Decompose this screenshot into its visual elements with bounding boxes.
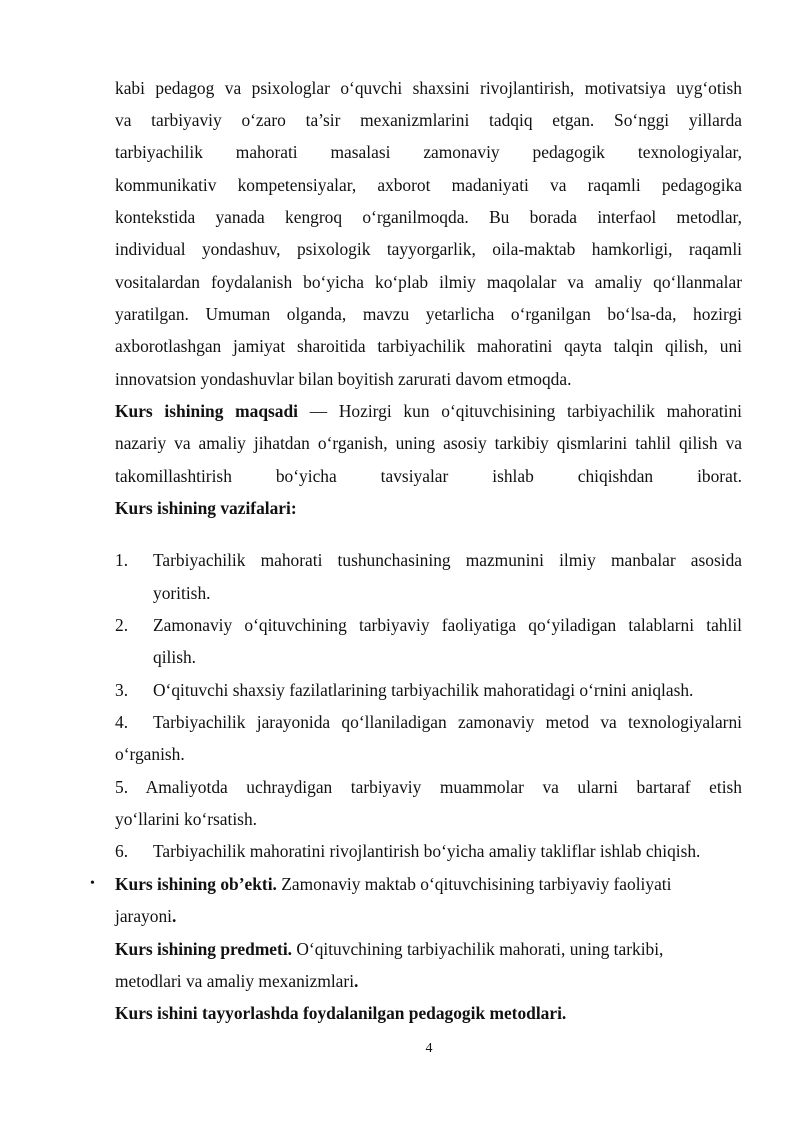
tasks-heading-text: Kurs ishining vazifalari: (115, 498, 297, 518)
paragraph-line: kommunikativ kompetensiyalar, axborot madaniyati va raqamli pedagogika (115, 175, 742, 195)
object-text: Zamonaviy maktab o‘qituvchisining tarbiyaviy faoliyati (276, 874, 672, 894)
task-number: 1. (115, 550, 129, 570)
goal-label: Kurs ishining maqsadi (115, 401, 298, 421)
task-number: 4. (115, 712, 129, 732)
task-text: O‘qituvchi shaxsiy fazilatlarining tarbiyachilik mahoratidagi o‘rnini aniqlash. (153, 680, 694, 700)
methods-heading-text: Kurs ishini tayyorlashda foydalanilgan pedagogik metodlari. (115, 1003, 567, 1023)
paragraph-line: va tarbiyaviy o‘zaro ta’sir mexanizmlarini tadqiq etgan. So‘nggi yillarda (115, 110, 742, 130)
subject-line (115, 965, 358, 997)
methods-heading (115, 997, 566, 1029)
paragraph-line: vositalardan foydalanish bo‘yicha ko‘plab ilmiy maqolalar va amaliy qo‘llanmalar (115, 272, 742, 292)
subject-label: Kurs ishining predmeti. (115, 939, 292, 959)
subject-line (115, 933, 663, 965)
task-text: Tarbiyachilik mahoratini rivojlantirish bo‘yicha amaliy takliflar ishlab chiqish. (153, 841, 701, 861)
paragraph-line: innovatsion yondashuvlar bilan boyitish zarurati davom etmoqda. (115, 369, 572, 389)
task-text: qilish. (153, 647, 197, 667)
object-label: Kurs ishining ob’ekti. (115, 874, 277, 894)
subject-text: O‘qituvchining tarbiyachilik mahorati, uning tarkibi, (292, 939, 664, 959)
tasks-heading (115, 492, 297, 524)
task-text: o‘rganish. (115, 744, 185, 764)
object-text-end: jarayoni (115, 906, 172, 926)
bullet-icon: • (90, 876, 95, 891)
paragraph-line: axborotlashgan jamiyat sharoitida tarbiyachilik mahoratini qayta talqin qilish, uni (115, 336, 742, 356)
task-text: 5. Amaliyotda uchraydigan tarbiyaviy muammolar va ularni bartaraf etish (115, 777, 742, 797)
goal-line: takomillashtirish bo‘yicha tavsiyalar ishlab chiqishdan iborat. (115, 466, 742, 486)
task-text: Tarbiyachilik jarayonida qo‘llaniladigan zamonaviy metod va texnologiyalarni (153, 712, 742, 732)
paragraph-line: kabi pedagog va psixologlar o‘quvchi shaxsini rivojlantirish, motivatsiya uyg‘otish (115, 78, 742, 98)
page-number: 4 (425, 1041, 433, 1056)
object-period: . (171, 906, 177, 926)
task-text: Zamonaviy o‘qituvchining tarbiyaviy faoliyatiga qo‘yiladigan talablarni tahlil (153, 615, 742, 635)
task-text: yoritish. (153, 583, 211, 603)
task-text: Tarbiyachilik mahorati tushunchasining mazmunini ilmiy manbalar asosida (153, 550, 742, 570)
object-line (115, 868, 671, 900)
paragraph-line: tarbiyachilik mahorati masalasi zamonaviy pedagogik texnologiyalar, (115, 142, 742, 162)
paragraph-line: kontekstida yanada kengroq o‘rganilmoqda. Bu borada interfaol metodlar, (115, 207, 742, 227)
task-number: 6. (115, 841, 129, 861)
task-text: yo‘llarini ko‘rsatish. (115, 809, 257, 829)
goal-line: nazariy va amaliy jihatdan o‘rganish, uning asosiy tarkibiy qismlarini tahlil qilish va (115, 433, 742, 453)
object-line (115, 900, 176, 932)
subject-text-end: metodlari va amaliy mexanizmlari (115, 971, 355, 991)
goal-text: — Hozirgi kun o‘qituvchisining tarbiyachilik mahoratini (297, 401, 742, 421)
task-number: 3. (115, 680, 129, 700)
paragraph-line: yaratilgan. Umuman olganda, mavzu yetarlicha o‘rganilgan bo‘lsa-da, hozirgi (115, 304, 742, 324)
subject-period: . (354, 971, 359, 991)
goal-line (115, 395, 742, 427)
task-number: 2. (115, 615, 129, 635)
paragraph-line: individual yondashuv, psixologik tayyorgarlik, oila-maktab hamkorligi, raqamli (115, 239, 742, 259)
